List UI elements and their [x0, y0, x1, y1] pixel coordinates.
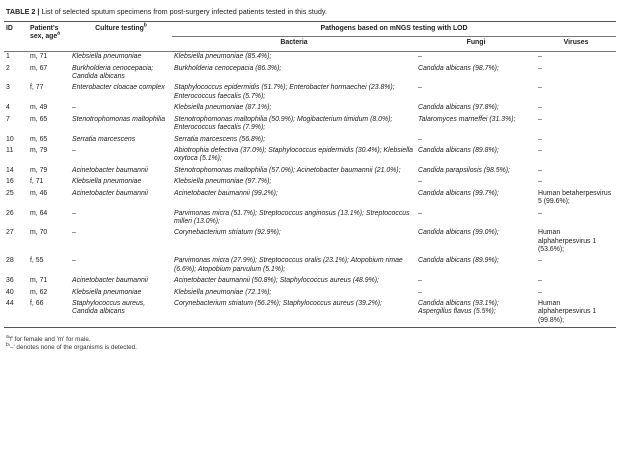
cell-sex-age: m, 79	[30, 166, 48, 174]
cell-fungi: Candida albicans (89.9%);	[418, 257, 499, 265]
cell-bacteria: Parvimonas micra (51.7%); Streptococcus anginosus (13.1%); Streptococcus milleri (13.0%);	[174, 209, 410, 225]
table-row	[4, 177, 616, 188]
cell-fungi: –	[418, 277, 422, 285]
cell-sex-age: m, 65	[30, 135, 48, 143]
table-row	[4, 114, 616, 134]
cell-fungi: Talaromyces marneffei (31.3%);	[418, 115, 516, 123]
cell-id: 27	[6, 229, 14, 237]
caption-label: TABLE 2 |	[6, 7, 40, 16]
cell-culture: –	[72, 209, 76, 217]
footnote-a: $^a$'f' for female and 'm' for male.	[6, 333, 91, 343]
cell-fungi: –	[418, 178, 422, 186]
table-row	[4, 103, 616, 114]
cell-bacteria: Corynebacterium striatum (56.2%); Staphylococcus aureus (39.2%);	[174, 300, 382, 308]
cell-id: 11	[6, 146, 14, 154]
cell-sex-age: m, 62	[30, 288, 48, 296]
cell-sex-age: m, 71	[30, 53, 48, 61]
header-pathogens: Pathogens based on mNGS testing with LOD	[172, 22, 616, 37]
specimen-table	[4, 21, 616, 327]
table-row	[4, 299, 616, 327]
table-figure	[4, 0, 616, 353]
cell-viruses: –	[538, 288, 542, 296]
cell-sex-age: m, 71	[30, 277, 48, 285]
cell-bacteria: Corynebacterium striatum (92.9%);	[174, 229, 281, 237]
cell-fungi: Candida albicans (98.7%);	[418, 64, 499, 72]
cell-viruses: Human betaherpesvirus 5 (99.6%);	[538, 189, 612, 206]
cell-id: 25	[6, 189, 14, 197]
cell-viruses: –	[538, 146, 542, 154]
header-id: ID	[4, 22, 28, 51]
cell-viruses: –	[538, 64, 542, 72]
header-bacteria: Bacteria	[280, 39, 308, 47]
cell-fungi: Candida albicans (99.7%);	[418, 189, 499, 197]
cell-sex-age: m, 49	[30, 104, 48, 112]
header-sex-age: Patient's sex, age$^a$	[28, 22, 70, 51]
cell-viruses: –	[538, 257, 542, 265]
cell-viruses: –	[538, 104, 542, 112]
cell-id: 26	[6, 209, 14, 217]
cell-bacteria: Klebsiella pneumoniae (87.1%);	[174, 104, 272, 112]
cell-sex-age: m, 64	[30, 209, 48, 217]
header-fungi: Fungi	[466, 39, 486, 47]
cell-viruses: Human alphaherpesvirus 1 (53.6%);	[538, 229, 597, 253]
cell-id: 7	[6, 115, 10, 123]
cell-viruses: –	[538, 178, 542, 186]
cell-fungi: –	[418, 53, 422, 61]
header-culture: Culture testing$^b$	[70, 22, 172, 51]
table-row	[4, 51, 616, 63]
cell-culture: Acinetobacter baumannii	[72, 166, 148, 174]
cell-id: 28	[6, 257, 14, 265]
cell-culture: –	[72, 229, 76, 237]
cell-fungi: –	[418, 288, 422, 296]
cell-bacteria: Stenotrophomonas maltophilia (50.9%); Mogibacterium timidum (8.0%); Enterococcus faecalis (7.9%);	[174, 115, 393, 132]
table-body	[4, 51, 616, 327]
cell-sex-age: f, 71	[30, 178, 44, 186]
cell-culture: –	[72, 104, 76, 112]
table-caption	[4, 3, 616, 21]
cell-viruses: –	[538, 53, 542, 61]
cell-viruses: Human alphaherpesvirus 1 (99.8%);	[538, 300, 597, 324]
cell-bacteria: Serratia marcescens (56.8%);	[174, 135, 266, 143]
table-row	[4, 287, 616, 298]
cell-id: 36	[6, 277, 14, 285]
table-row	[4, 228, 616, 256]
table-row	[4, 256, 616, 276]
cell-id: 4	[6, 104, 10, 112]
cell-culture: Acinetobacter baumannii	[72, 277, 148, 285]
cell-culture: Klebsiella pneumoniae	[72, 178, 142, 186]
cell-viruses: –	[538, 277, 542, 285]
cell-culture: Klebsiella pneumoniae	[72, 288, 142, 296]
cell-culture: Klebsiella pneumoniae	[72, 53, 142, 61]
cell-fungi: Candida albicans (99.0%);	[418, 229, 499, 237]
cell-id: 44	[6, 300, 14, 308]
cell-culture: –	[72, 146, 76, 154]
cell-bacteria: Stenotrophomonas maltophilia (57.0%); Acinetobacter baumannii (21.0%);	[174, 166, 401, 174]
cell-culture: Burkholderia cenocepacia; Candida albicans	[72, 64, 154, 80]
cell-id: 2	[6, 64, 10, 72]
header-viruses: Viruses	[563, 39, 589, 47]
table-row	[4, 188, 616, 208]
cell-sex-age: m, 79	[30, 146, 48, 154]
caption-text: List of selected sputum specimens from post-surgery infected patients tested in this study.	[41, 7, 327, 16]
cell-viruses: –	[538, 135, 542, 143]
table-row	[4, 165, 616, 176]
cell-sex-age: m, 67	[30, 64, 48, 72]
cell-bacteria: Burkholderia cenocepacia (86.3%);	[174, 64, 282, 72]
cell-fungi: Candida albicans (93.1%); Aspergillus flavus (5.5%);	[418, 300, 499, 316]
cell-culture: Staphylococcus aureus, Candida albicans	[72, 300, 146, 316]
table-row	[4, 83, 616, 103]
cell-sex-age: m, 46	[30, 189, 48, 197]
table-footnotes	[4, 328, 616, 353]
cell-bacteria: Acinetobacter baumannii (50.8%); Staphylococcus aureus (48.9%);	[174, 277, 379, 285]
cell-id: 40	[6, 288, 14, 296]
cell-viruses: –	[538, 209, 542, 217]
footnote-b: $^b$'–' denotes none of the organisms is detected.	[6, 342, 137, 352]
cell-id: 10	[6, 135, 14, 143]
cell-bacteria: Klebsiella pneumoniae (85.4%);	[174, 53, 272, 61]
table-row	[4, 276, 616, 287]
cell-sex-age: f, 77	[30, 84, 44, 92]
cell-fungi: Candida parapsilosis (98.5%);	[418, 166, 510, 174]
cell-sex-age: f, 66	[30, 300, 44, 308]
table-row	[4, 134, 616, 145]
cell-viruses: –	[538, 115, 542, 123]
table-row	[4, 208, 616, 228]
cell-bacteria: Klebsiella pneumoniae (72.1%);	[174, 288, 272, 296]
cell-bacteria: Klebsiella pneumoniae (97.7%);	[174, 178, 272, 186]
cell-bacteria: Staphylococcus epidermidis (51.7%); Enterobacter hormaechei (23.8%); Enterococcus faecalis (5.7%);	[174, 84, 395, 100]
cell-fungi: –	[418, 135, 422, 143]
cell-culture: Acinetobacter baumannii	[72, 189, 148, 197]
table-row	[4, 63, 616, 83]
cell-culture: Stenotrophomonas maltophilia	[72, 115, 166, 123]
cell-fungi: Candida albicans (97.8%);	[418, 104, 499, 112]
cell-bacteria: Abiotrophia defectiva (37.0%); Staphylococcus epidermidis (30.4%); Klebsiella oxytoca (5.1%);	[174, 146, 413, 163]
cell-fungi: Candida albicans (89.8%);	[418, 146, 499, 154]
cell-sex-age: m, 70	[30, 229, 48, 237]
cell-id: 1	[6, 53, 10, 61]
cell-bacteria: Parvimonas micra (27.9%); Streptococcus oralis (23.1%); Atopobium rimae (6.6%); Atopobium parvulum (5.1%);	[174, 257, 403, 273]
cell-viruses: –	[538, 166, 542, 174]
cell-id: 14	[6, 166, 14, 174]
cell-fungi: –	[418, 84, 422, 92]
cell-viruses: –	[538, 84, 542, 92]
cell-id: 16	[6, 178, 14, 186]
cell-bacteria: Acinetobacter baumannii (99.2%);	[174, 189, 278, 197]
table-row	[4, 145, 616, 165]
cell-fungi: –	[418, 209, 422, 217]
cell-culture: Enterobacter cloacae complex	[72, 84, 165, 92]
cell-id: 3	[6, 84, 10, 92]
cell-sex-age: f, 55	[30, 257, 44, 265]
cell-sex-age: m, 65	[30, 115, 48, 123]
cell-culture: –	[72, 257, 76, 265]
cell-culture: Serratia marcescens	[72, 135, 136, 143]
